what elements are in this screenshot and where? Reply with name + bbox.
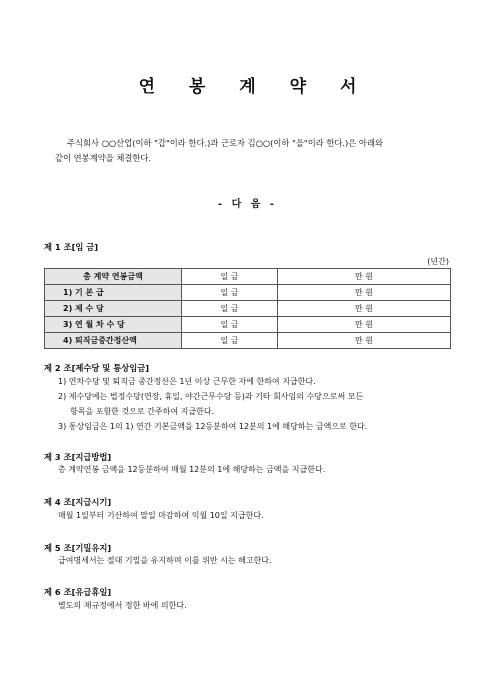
table-cell-label: 3) 연 월 차 수 당 [45,317,182,333]
unit-label: (년간) [427,257,449,266]
table-row [45,333,451,349]
article-3-heading: 제 3 조[지급방법] [44,452,112,462]
table-cell-unit: 만 원 [278,269,451,285]
table-cell-unit: 만 원 [278,317,451,333]
article-2-list [58,374,438,434]
list-item-continuation: 항목을 포함한 것으로 간주하여 지급한다. [70,407,215,416]
document-title: 연 봉 계 약 서 [138,77,371,97]
article-1-heading: 제 1 조[임 금] [44,242,99,252]
table-cell-label: 1) 기 본 급 [45,285,182,301]
section-divider-title: - 다 음 - [217,199,278,210]
table-row [45,317,451,333]
article-6-text: 별도의 제규정에서 정한 바에 의한다. [58,601,187,610]
table-row [45,301,451,317]
table-cell-unit: 만 원 [278,333,451,349]
intro-line-1: 주식회사 ○○산업(이하 "갑"이라 한다.)과 근로자 김○○(이하 "을"이라 한다.)은 아래와 [67,138,383,148]
intro-line-2: 같이 연봉계약을 체결한다. [55,153,152,163]
table-cell-label: 2) 제 수 당 [45,301,182,317]
table-cell-unit: 만 원 [278,285,451,301]
intro-paragraph [55,136,445,166]
article-6-heading: 제 6 조[유급휴일] [44,587,112,597]
table-row [45,285,451,301]
table-cell-unit: 만 원 [278,301,451,317]
table-cell-amount: 일 금 [182,269,278,285]
salary-table [44,268,451,349]
article-5-heading: 제 5 조[기밀유지] [44,543,112,553]
table-cell-label: 총 계약 연봉금액 [45,269,182,285]
list-item: 2) 제수당에는 법정수당(연장, 휴일, 야간근무수당 등)과 기타 회사임의 수당으로써 모든 [58,392,364,401]
table-cell-amount: 일 금 [182,333,278,349]
article-4-heading: 제 4 조[지급시기] [44,497,112,507]
list-item: 3) 통상임금은 1의 1) 연간 기본금액을 12등분하여 12분의 1에 해당하는 금액으로 한다. [58,422,368,431]
article-3-text: 총 계약연봉 금액을 12등분하여 매월 12분의 1에 해당하는 금액을 지급한다. [58,465,326,474]
article-2-heading: 제 2 조[제수당 및 통상임금] [44,363,150,373]
table-cell-amount: 일 금 [182,301,278,317]
article-5-text: 급여명세서는 절대 기밀을 유지하며 이를 위반 시는 해고한다. [58,556,272,565]
table-cell-label: 4) 퇴직금중간정산액 [45,333,182,349]
table-cell-amount: 일 금 [182,317,278,333]
list-item: 1) 연차수당 및 퇴직금 중간정산은 1년 이상 근무한 자에 한하여 지급한다. [58,377,316,386]
article-4-text: 매월 1일부터 기산하여 말일 마감하여 익월 10일 지급한다. [58,511,264,520]
table-cell-amount: 일 금 [182,285,278,301]
table-row [45,269,451,285]
